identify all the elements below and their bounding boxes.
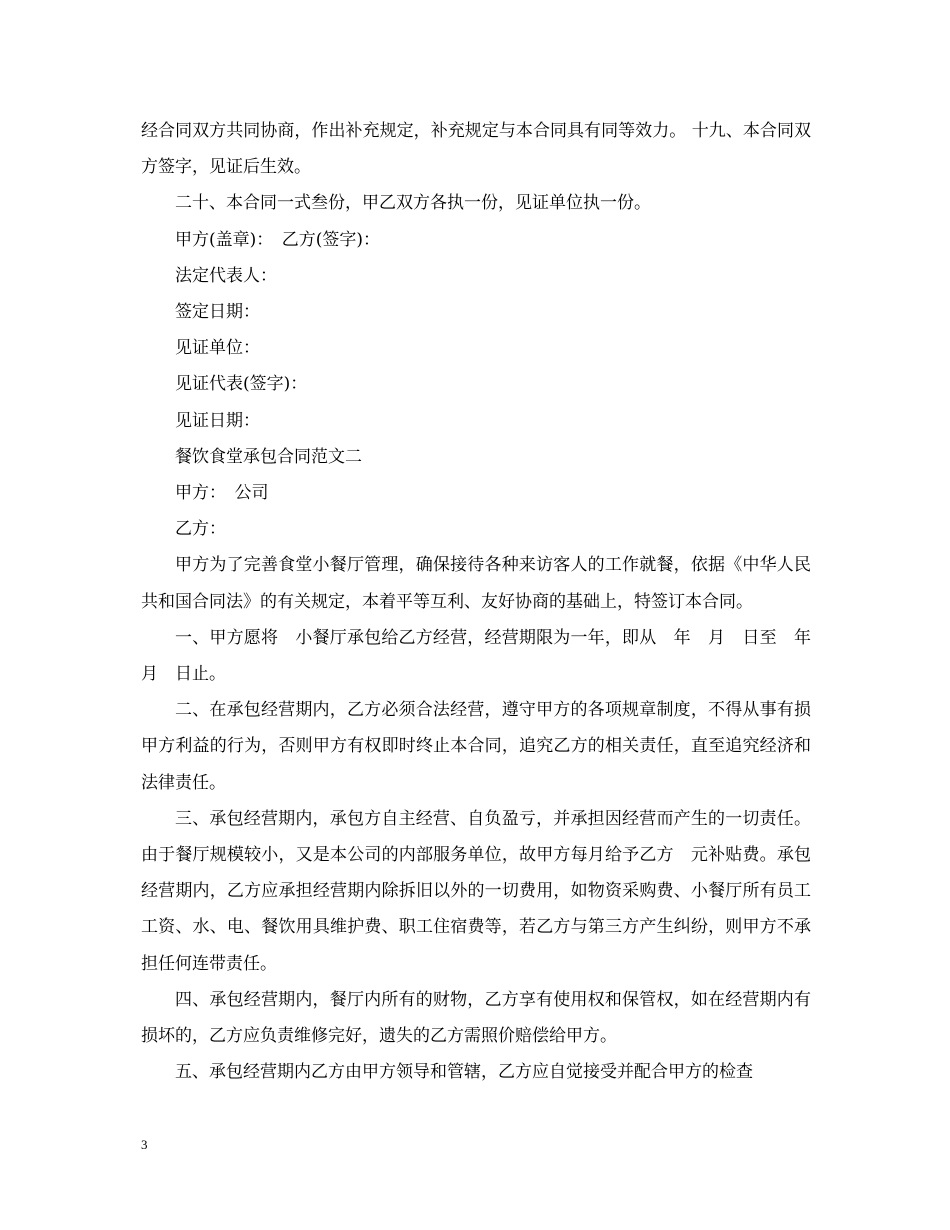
section-title: 餐饮食堂承包合同范文二 — [175, 446, 362, 467]
legal-representative-line: 法定代表人： — [175, 265, 277, 286]
paragraph-clause-2: 二、在承包经营期内，乙方必须合法经营，遵守甲方的各项规章制度，不得从事有损甲方利益的行为，否则甲方有权即时终止本合同，追究乙方的相关责任，直至追究经济和法律责任。 — [141, 700, 811, 793]
paragraph-clause-3: 三、承包经营期内，承包方自主经营、自负盈亏，并承担因经营而产生的一切责任。由于餐厅规模较小，又是本公司的内部服务单位，故甲方每月给予乙方 元补贴费。承包经营期内，乙方应承担经营期内除拆旧以外的一切费用，如物资采购费、小餐厅所有员工工资、水、电、餐饮用具维护费、职工住宿费等，若乙方与第三方产生纠纷，则甲方不承担任何连带责任。 — [141, 808, 811, 974]
signature-party-line: 甲方(盖章)： 乙方(签字)： — [175, 229, 381, 250]
witness-date-line: 见证日期： — [175, 410, 260, 431]
document-body — [141, 113, 828, 1090]
witness-representative-line: 见证代表(签字)： — [175, 374, 308, 395]
paragraph-preamble: 甲方为了完善食堂小餐厅管理，确保接待各种来访客人的工作就餐，依据《中华人民共和国合同法》的有关规定，本着平等互利、友好协商的基础上，特签订本合同。 — [141, 555, 811, 612]
signing-date-line: 签定日期： — [175, 302, 260, 323]
party-b-line: 乙方： — [175, 519, 226, 540]
witness-unit-line: 见证单位： — [175, 338, 260, 359]
paragraph-continuation: 经合同双方共同协商，作出补充规定，补充规定与本合同具有同等效力。 十九、本合同双方签字，见证后生效。 — [141, 121, 811, 178]
paragraph-clause-20: 二十、本合同一式叁份，甲乙双方各执一份，见证单位执一份。 — [175, 193, 651, 214]
paragraph-clause-4: 四、承包经营期内，餐厅内所有的财物，乙方享有使用权和保管权，如在经营期内有损坏的，乙方应负责维修完好，遗失的乙方需照价赔偿给甲方。 — [141, 989, 811, 1047]
page-number: 3 — [141, 1137, 148, 1152]
paragraph-clause-5: 五、承包经营期内乙方由甲方领导和管辖，乙方应自觉接受并配合甲方的检查 — [175, 1062, 753, 1083]
party-a-line: 甲方： 公司 — [175, 483, 269, 504]
paragraph-clause-1: 一、甲方愿将 小餐厅承包给乙方经营，经营期限为一年，即从 年 月 日至 年 月 日止。 — [141, 627, 828, 685]
